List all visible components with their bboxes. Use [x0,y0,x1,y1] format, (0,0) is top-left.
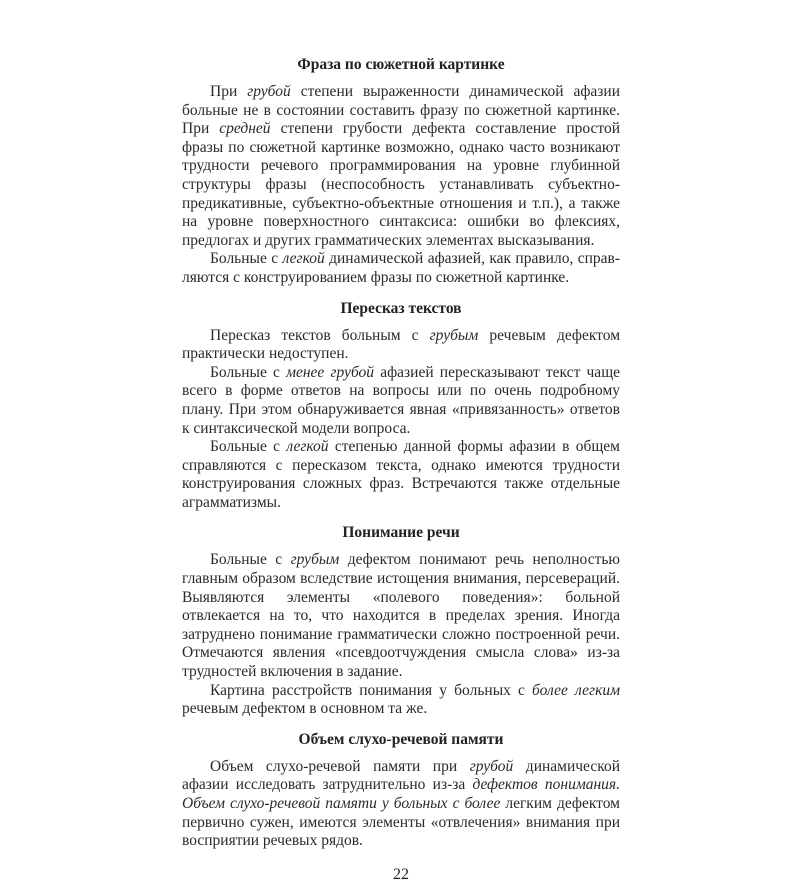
emphasized-text: грубой [247,83,291,100]
text-run: Больные с [210,363,287,381]
section-heading: Фраза по сюжетной картинке [297,56,505,73]
emphasized-text: грубым [429,326,479,344]
text-run: степенью данной формы афазии в общем справляются с пересказом текста, однако имеются трудности конструирования сложных фраз. Встречаются также отдельные аграмматизмы. [182,438,620,511]
text-run: Пересказ текстов больным с [210,326,430,344]
text-run: степени выраженности динамической афазии больные не в состоянии составить фразу по сюжетной картинке. При [182,83,621,138]
heading-spacer [182,319,620,327]
emphasized-text: легкой [282,250,325,268]
text-run: речевым дефектом в основном та же. [182,700,428,718]
paragraph [182,83,620,250]
text-run: Больные с [210,250,283,268]
text-run: речевым дефектом практически недоступен. [182,326,620,363]
section-4 [182,730,620,851]
paragraph [182,682,620,719]
section-spacer [182,288,620,299]
section-2 [182,299,620,513]
page-number: 22 [393,865,409,883]
section-3 [182,523,620,718]
section-heading: Пересказ текстов [340,299,462,317]
emphasized-text: легкой [286,438,329,456]
paragraph [182,438,620,512]
text-run: Объем слухо-речевой памяти при [210,757,470,775]
paragraph [182,250,620,287]
text-run: Больные с [210,551,291,569]
section-heading: Объем слухо-речевой памяти [298,730,504,748]
section-heading: Понимание речи [342,524,460,542]
text-run: легким дефектом первично сужен, имеются элементы «отвлечения» внимания при восприятии речевых рядов. [182,795,620,850]
heading-spacer [182,75,620,83]
text-run: степени грубости дефекта составление простой фразы по сюжетной картинке возможно, однако часто возникают трудности речевого программирования на уровне глубинной структуры фразы (неспособность устанавливать субъектно-предикативные, субъектно-объектные отношения и т.п.), а также на уровне поверхностного синтаксиса: ошибки во флексиях, предлогах и других грамматических элементах высказывания. [182,120,621,249]
emphasized-text: средней [219,120,271,138]
paragraph [182,327,620,364]
emphasized-text: грубой [469,757,514,775]
emphasized-text: менее грубой [286,363,375,381]
paragraph [182,758,620,851]
text-run: Больные с [210,438,287,456]
document-page [182,0,620,885]
paragraph [182,364,620,438]
section-1 [182,55,620,288]
document-body [182,55,620,851]
paragraph [182,551,620,681]
emphasized-text: дефектов понимания. Объем слухо-речевой памяти у больных с более [182,776,620,812]
section-spacer [182,512,620,523]
heading-spacer [182,750,620,758]
heading-spacer [182,543,620,551]
text-run: динамической афазии исследовать затруднительно из-за [182,757,620,794]
emphasized-text: более легким [532,681,620,699]
text-run: Картина расстройств понимания у больных с [210,681,533,699]
section-spacer [182,719,620,730]
emphasized-text: грубым [290,551,340,569]
text-run: дефектом понимают речь неполностью главным образом вследствие истощения внимания, персевераций. Выявляются элементы «полевого поведения»: больной отвлекается на то, что находится в пределах зрения. Иногда затруднено понимание грамматически сложно построенной речи. Отмечаются явления «псевдоотчуждения смысла слова» из-за трудностей включения в задание. [182,551,620,681]
text-run: афазией пересказывают текст чаще всего в форме ответов на вопросы или по очень подробному плану. При этом обнаруживается явная «привязанность» ответов к синтаксической модели вопроса. [182,363,621,437]
text-run: При [210,83,248,100]
text-run: динамической афазией, как правило, справляются с конструированием фразы по сюжетной картинке. [182,250,621,286]
